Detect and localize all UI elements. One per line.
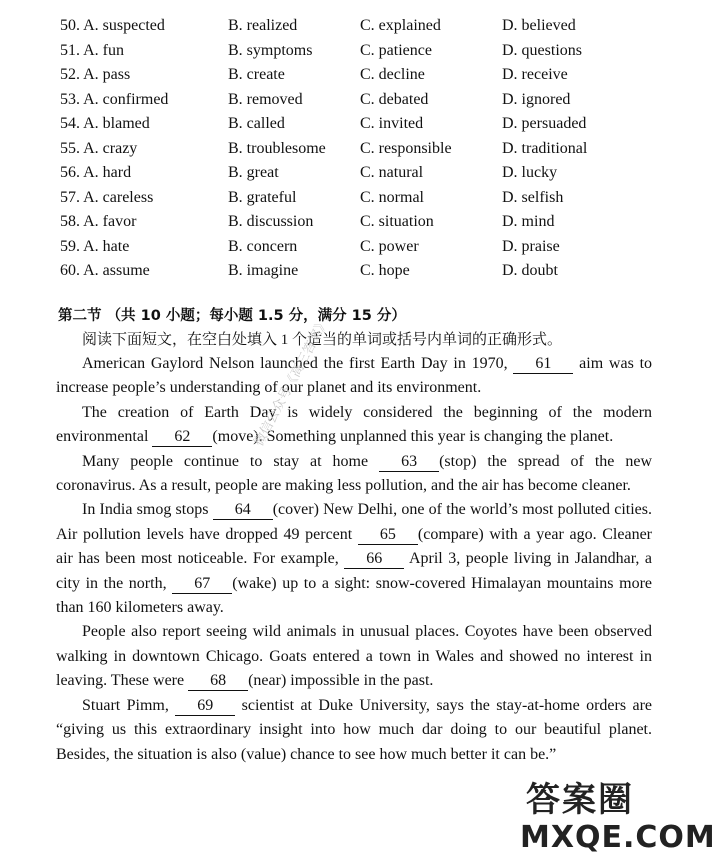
option-d: D. questions — [502, 41, 582, 59]
option-c: C. hope — [360, 262, 410, 279]
option-c: C. responsible — [360, 139, 452, 157]
blank-64: 64 — [213, 500, 273, 520]
option-d: D. selfish — [502, 188, 564, 206]
option-d: D. doubt — [502, 262, 558, 279]
section-title-label: 第二节 — [58, 308, 102, 324]
text: The creation of Earth Day is widely considered the beginning of the modern environmental — [56, 403, 652, 446]
section-header — [58, 304, 658, 352]
option-row — [60, 14, 660, 39]
text: (near) impossible in the past. — [248, 672, 434, 690]
option-c: C. debated — [360, 90, 429, 108]
option-a: 56. A. hard — [60, 164, 132, 181]
stamp-top-text: 答案圈 — [526, 780, 634, 820]
option-row — [60, 161, 660, 186]
option-d: D. believed — [502, 17, 576, 34]
option-row — [60, 210, 660, 235]
blank-65: 65 — [358, 525, 418, 545]
option-b: B. concern — [228, 237, 298, 255]
paragraph-5 — [56, 620, 652, 693]
option-d: D. ignored — [502, 90, 571, 108]
text: (wake) up to a sight: snow-covered Himalayan mountains more than 160 kilometers away. — [56, 574, 653, 617]
blank-66: 66 — [344, 549, 404, 569]
option-c: C. decline — [360, 66, 425, 83]
option-b: B. symptoms — [228, 41, 313, 59]
option-b: B. realized — [228, 17, 298, 34]
option-b: B. troublesome — [228, 139, 326, 157]
option-a: 53. A. confirmed — [60, 90, 169, 108]
option-a: 58. A. favor — [60, 213, 137, 230]
text: (value) chance to see how much better it can be.” — [240, 745, 557, 763]
text: aim was to increase people’s understanding of our planet and its environment. — [56, 355, 653, 397]
stamp-bottom-text: MXQE.COM — [520, 820, 716, 855]
text: (move). Something unplanned this year is changing the planet. — [212, 428, 614, 446]
text: Stuart Pimm, — [82, 696, 169, 714]
site-logo-stamp — [520, 770, 716, 862]
option-c: C. patience — [360, 41, 432, 59]
section-points: （共 10 小题；每小题 1.5 分，满分 15 分） — [106, 308, 406, 324]
option-a: 50. A. suspected — [60, 17, 165, 34]
option-row — [60, 259, 660, 284]
option-d: D. lucky — [502, 164, 558, 181]
blank-61: 61 — [513, 354, 573, 374]
option-b: B. imagine — [228, 262, 299, 279]
option-d: D. praise — [502, 237, 560, 255]
blank-63: 63 — [379, 452, 439, 472]
text: (cover) New Delhi, one of the world’s most polluted cities. Air pollution levels have dropped 49 percent — [56, 501, 653, 543]
option-row — [60, 235, 660, 260]
section-instruction: 阅读下面短文，在空白处填入 1 个适当的单词或括号内单词的正确形式。 — [82, 332, 563, 348]
paragraph-2 — [56, 401, 652, 450]
option-a: 51. A. fun — [60, 41, 124, 59]
option-b: B. discussion — [228, 213, 314, 230]
text: scientist at Duke University, says the stay-at-home orders are “giving us this extraordinary insight into how much dar — [56, 696, 653, 739]
text: (compare) with a year ago. Cleaner air has been most noticeable. For example, — [56, 525, 652, 568]
option-row — [60, 63, 660, 88]
option-c: C. natural — [360, 164, 424, 181]
option-c: C. power — [360, 237, 419, 255]
option-row — [60, 112, 660, 137]
option-b: B. called — [228, 115, 285, 132]
text: American Gaylord Nelson launched the first Earth Day in 1970, — [82, 355, 508, 372]
option-c: C. explained — [360, 17, 441, 34]
option-a: 54. A. blamed — [60, 115, 150, 132]
option-b: B. grateful — [228, 188, 297, 206]
text: Many people continue to stay at home — [82, 452, 369, 470]
text: In India smog stops — [82, 501, 209, 519]
option-a: 59. A. hate — [60, 237, 130, 255]
text: (stop) the spread of the new coronavirus. As a result, people are making less pollution, and the air has become cleaner. — [56, 452, 652, 495]
option-row — [60, 186, 660, 211]
paragraph-4 — [56, 498, 652, 620]
option-row — [60, 88, 660, 113]
option-d: D. persuaded — [502, 115, 587, 132]
option-a: 60. A. assume — [60, 262, 150, 279]
option-c: C. normal — [360, 188, 424, 206]
option-b: B. removed — [228, 90, 303, 108]
option-c: C. situation — [360, 213, 434, 230]
paragraph-3 — [56, 450, 652, 499]
option-row — [60, 39, 660, 64]
option-a: 57. A. careless — [60, 188, 154, 206]
watermark-text: 微信公众号《高三答案》 — [251, 315, 332, 449]
option-c: C. invited — [360, 115, 424, 132]
option-d: D. mind — [502, 213, 555, 230]
blank-69: 69 — [175, 696, 235, 716]
text: doing to our beautiful planet. Besides, the situation is also — [56, 721, 653, 763]
reading-passage — [56, 352, 652, 767]
blank-68: 68 — [188, 671, 248, 691]
option-b: B. great — [228, 164, 279, 181]
blank-67: 67 — [172, 574, 232, 594]
paragraph-1 — [56, 352, 652, 401]
section-title — [58, 304, 658, 328]
option-row — [60, 137, 660, 162]
option-a: 52. A. pass — [60, 66, 131, 83]
text: April 3, people living in Jalandhar, a city in the north, — [56, 550, 652, 592]
option-d: D. traditional — [502, 139, 588, 157]
option-b: B. create — [228, 66, 285, 83]
blank-62: 62 — [152, 427, 212, 447]
option-a: 55. A. crazy — [60, 139, 138, 157]
option-d: D. receive — [502, 66, 568, 83]
paragraph-6 — [56, 694, 652, 767]
answer-options-table — [60, 14, 660, 284]
text: People also report seeing wild animals in unusual places. Coyotes have been observed walking in downtown Chicago. Goats entered a town in Wales and showed no interest in leaving. These were — [56, 623, 652, 690]
